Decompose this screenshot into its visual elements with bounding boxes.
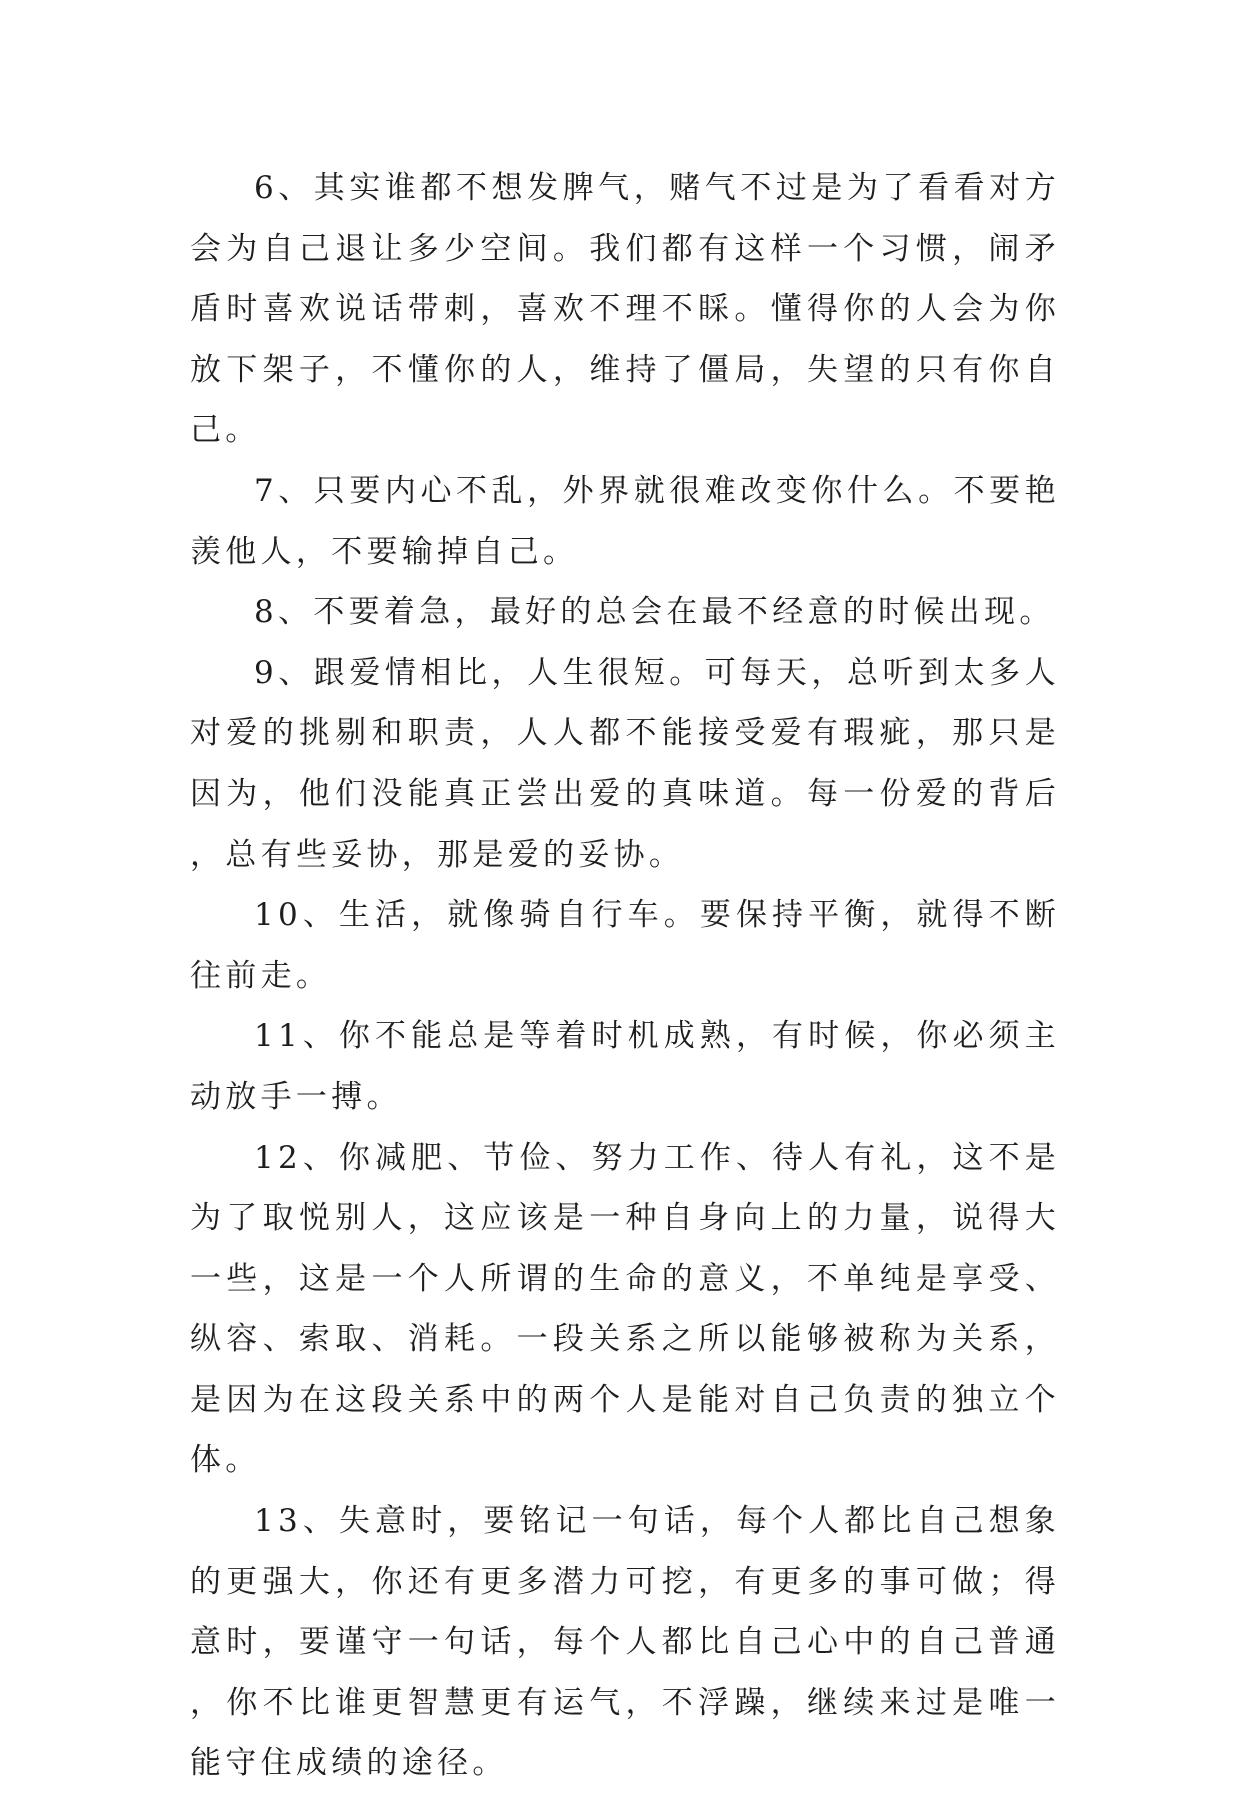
paragraph-9: 9、跟爱情相比，人生很短。可每天，总听到太多人对爱的挑剔和职责，人人都不能接受爱有瑕疵，那只是因为，他们没能真正尝出爱的真味道。每一份爱的背后，总有些妥协，那是爱的妥协。 xyxy=(190,654,1060,873)
paragraph-7: 7、只要内心不乱，外界就很难改变你什么。不要艳羡他人，不要输掉自己。 xyxy=(190,472,1060,570)
document-body xyxy=(190,158,1060,1794)
paragraph-11: 11、你不能总是等着时机成熟，有时候，你必须主动放手一搏。 xyxy=(190,1018,1060,1115)
paragraph-8: 8、不要着急，最好的总会在最不经意的时候出现。 xyxy=(254,594,1055,631)
paragraph-12: 12、你减肥、节俭、努力工作、待人有礼，这不是为了取悦别人，这应该是一种自身向上的力量，说得大一些，这是一个人所谓的生命的意义，不单纯是享受、纵容、索取、消耗。一段关系之所以能够被称为关系，是因为在这段关系中的两个人是能对自己负责的独立个体。 xyxy=(190,1139,1060,1479)
paragraph-13: 13、失意时，要铭记一句话，每个人都比自己想象的更强大，你还有更多潜力可挖，有更多的事可做；得意时，要谨守一句话，每个人都比自己心中的自己普通，你不比谁更智慧更有运气，不浮躁，继续来过是唯一能守住成绩的途径。 xyxy=(190,1503,1060,1782)
paragraph-6: 6、其实谁都不想发脾气，赌气不过是为了看看对方会为自己退让多少空间。我们都有这样一个习惯，闹矛盾时喜欢说话带刺，喜欢不理不睬。懂得你的人会为你放下架子，不懂你的人，维持了僵局，失望的只有你自己。 xyxy=(190,170,1060,449)
paragraph-10: 10、生活，就像骑自行车。要保持平衡，就得不断往前走。 xyxy=(190,897,1060,994)
